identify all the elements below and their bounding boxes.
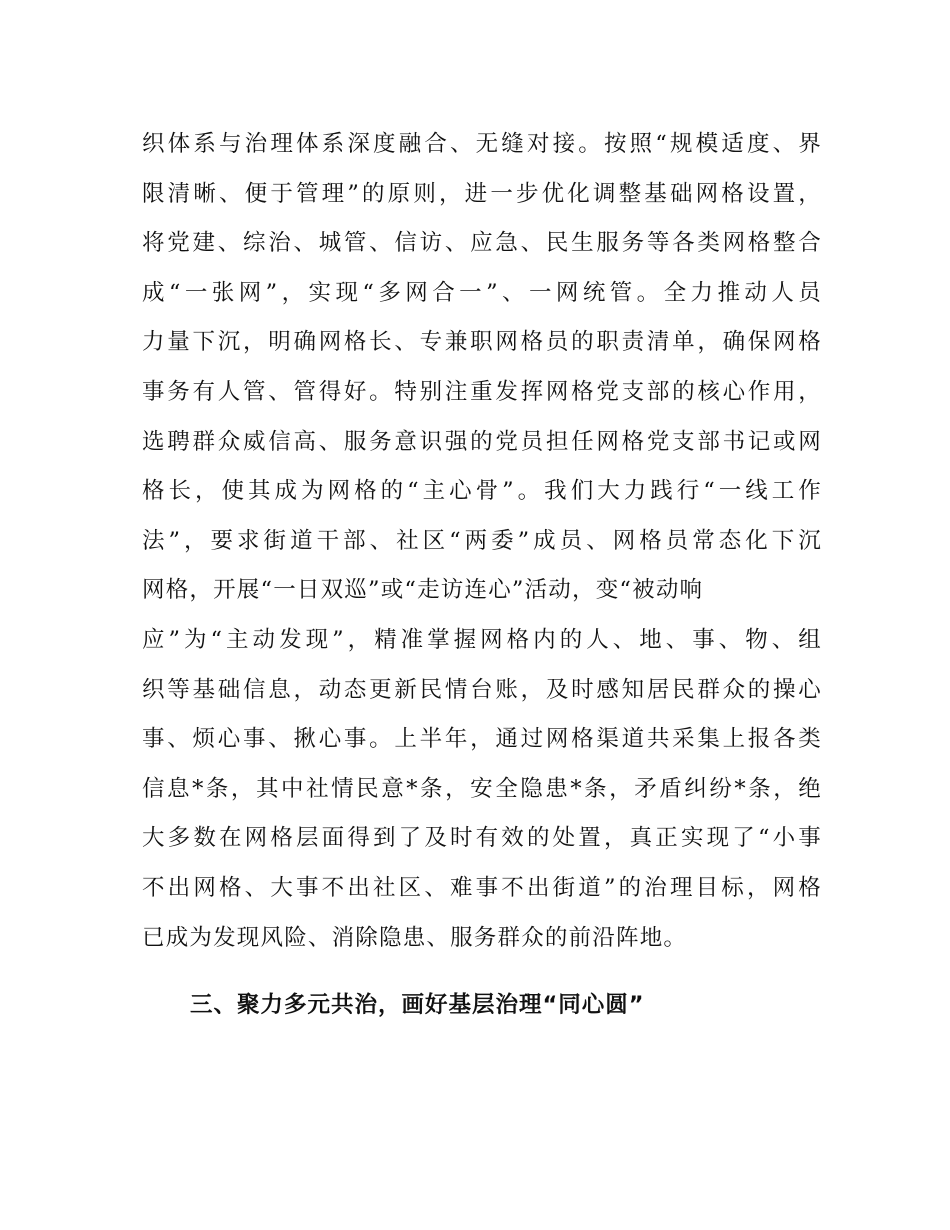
paragraph-line-16: 不出网格、大事不出社区、难事不出街道”的治理目标，网格 [142, 874, 822, 901]
body-paragraph [142, 120, 822, 963]
paragraph-line-15: 大多数在网格层面得到了及时有效的处置，真正实现了“小事 [142, 825, 822, 852]
paragraph-line-13: 事、烦心事、揪心事。上半年，通过网格渠道共采集上报各类 [142, 726, 822, 753]
paragraph-line-17: 已成为发现风险、消除隐患、服务群众的前沿阵地。 [142, 924, 688, 951]
paragraph-line-6: 事务有人管、管得好。特别注重发挥网格党支部的核心作用， [142, 378, 822, 405]
section-heading: 三、聚力多元共治，画好基层治理“同心圆” [190, 992, 645, 1018]
paragraph-line-7: 选聘群众威信高、服务意识强的党员担任网格党支部书记或网 [142, 428, 822, 455]
paragraph-line-2: 限清晰、便于管理”的原则，进一步优化调整基础网格设置， [142, 180, 822, 207]
paragraph-line-12: 织等基础信息，动态更新民情台账，及时感知居民群众的操心 [142, 676, 822, 703]
paragraph-line-4: 成“一张网”，实现“多网合一”、一网统管。全力推动人员 [142, 279, 822, 306]
paragraph-line-10: 网格，开展“一日双巡”或“走访连心”活动，变“被动响 [142, 577, 704, 604]
paragraph-line-8: 格长，使其成为网格的“主心骨”。我们大力践行“一线工作 [142, 478, 822, 505]
paragraph-line-1: 织体系与治理体系深度融合、无缝对接。按照“规模适度、界 [142, 131, 822, 157]
paragraph-line-14: 信息*条，其中社情民意*条，安全隐患*条，矛盾纠纷*条，绝 [142, 775, 822, 802]
paragraph-line-5: 力量下沉，明确网格长、专兼职网格员的职责清单，确保网格 [142, 329, 822, 356]
paragraph-line-11: 应”为“主动发现”，精准掌握网格内的人、地、事、物、组 [142, 626, 822, 653]
paragraph-line-3: 将党建、综治、城管、信访、应急、民生服务等各类网格整合 [142, 230, 822, 257]
paragraph-line-9: 法”，要求街道干部、社区“两委”成员、网格员常态化下沉 [142, 527, 822, 554]
